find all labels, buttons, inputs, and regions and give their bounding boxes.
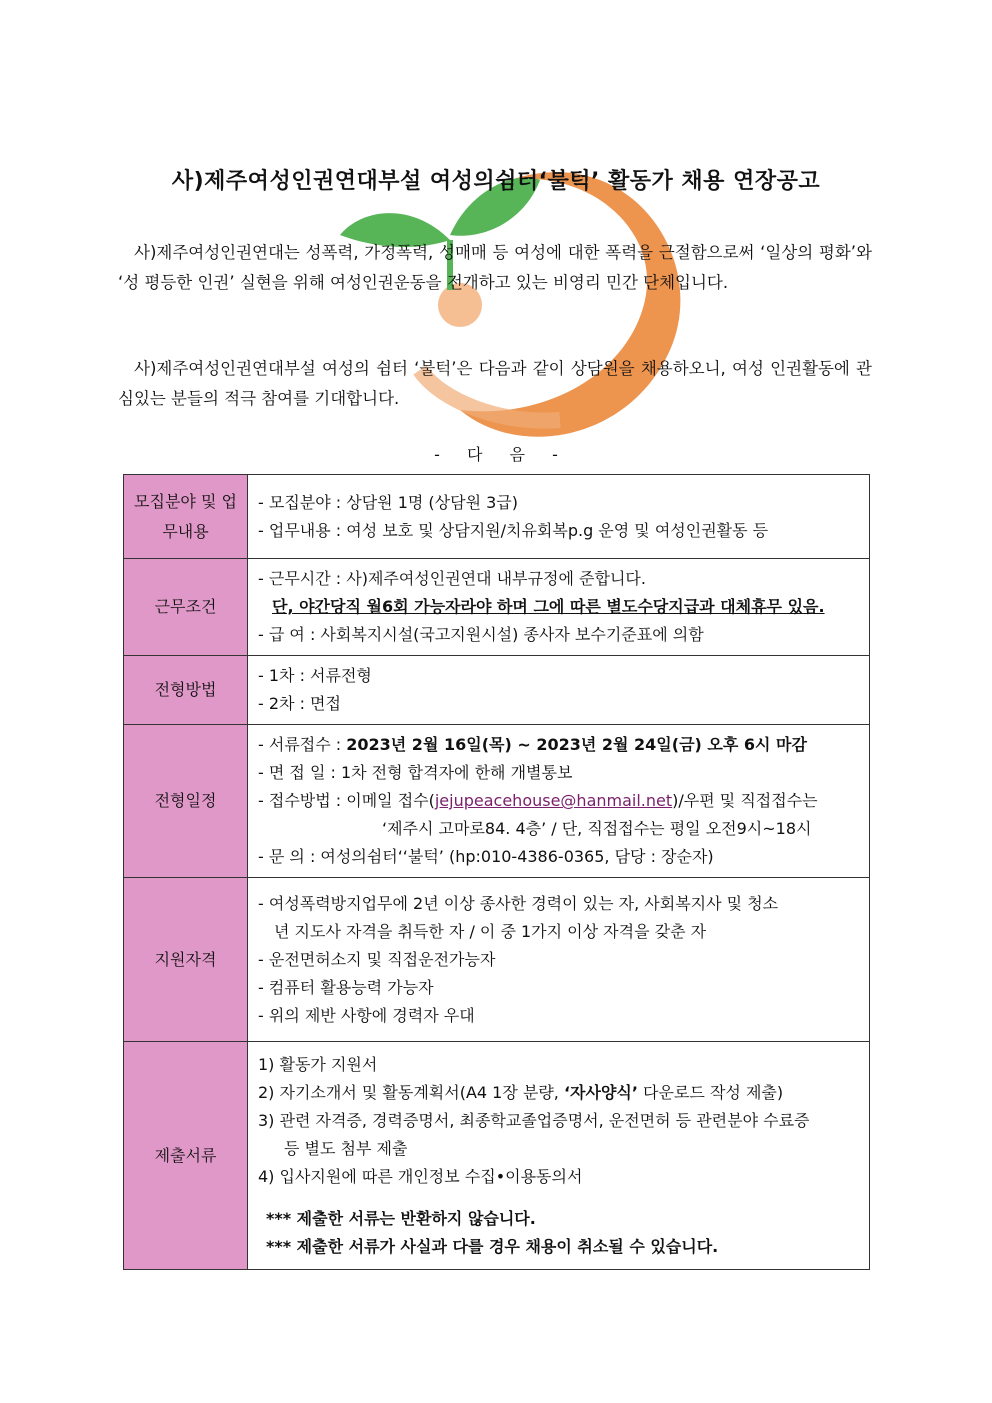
documents-item-2-bold: ‘자사양식’ — [563, 1082, 638, 1102]
qualification-line-4: - 위의 제반 사항에 경력자 우대 — [258, 1005, 475, 1025]
schedule-doc-prefix: - 서류접수 : — [258, 735, 347, 754]
documents-item-4: 4) 입사지원에 따른 개인정보 수집•이용동의서 — [258, 1166, 583, 1186]
qualification-line-3: - 컴퓨터 활용능력 가능자 — [258, 977, 434, 997]
schedule-contact: - 문 의 : 여성의쉼터‘‘불턱’ (hp:010-4386-0365, 담당 : 장순자) — [258, 847, 714, 866]
schedule-apply-suffix: )/우편 및 직접접수는 — [672, 791, 818, 810]
label-schedule: 전형일정 — [124, 725, 248, 878]
schedule-apply-prefix: - 접수방법 : 이메일 접수( — [258, 791, 435, 810]
documents-item-2-prefix: 2) 자기소개서 및 활동계획서(A4 1장 분량, — [258, 1082, 564, 1102]
qualification-line-1b: 년 지도사 자격을 취득한 자 / 이 중 1가지 이상 자격을 갖춘 자 — [274, 921, 707, 941]
table-row — [124, 475, 870, 559]
table-row — [124, 559, 870, 656]
documents-note-1: *** 제출한 서류는 반환하지 않습니다. — [266, 1208, 536, 1228]
spacer — [258, 1191, 859, 1205]
content-schedule — [248, 725, 870, 878]
label-qualification: 지원자격 — [124, 878, 248, 1042]
recruit-line-1: - 모집분야 : 상담원 1명 (상담원 3급) — [258, 492, 518, 512]
table-row — [124, 725, 870, 878]
documents-item-1: 1) 활동가 지원서 — [258, 1054, 378, 1074]
email-link[interactable]: jejupeacehouse@hanmail.net — [434, 791, 673, 810]
method-line-1: - 1차 : 서류전형 — [258, 666, 372, 685]
title-org: 사)제주여성인권연대부설 — [171, 169, 430, 194]
intro-paragraph-1: 사)제주여성인권연대는 성폭력, 가정폭력, 성매매 등 여성에 대한 폭력을 근절함으로써 ‘일상의 평화’와 ‘성 평등한 인권’ 실현을 위해 여성인권운동을 전개하고 있는 비영리 민간 단체입니다. — [118, 243, 872, 292]
label-recruit: 모집분야 및 업무내용 — [124, 475, 248, 559]
recruitment-table — [123, 474, 870, 1270]
content-documents — [248, 1042, 870, 1270]
content-recruit — [248, 475, 870, 559]
documents-item-3: 3) 관련 자격증, 경력증명서, 최종학교졸업증명서, 운전면허 등 관련분야 수료증 — [258, 1110, 810, 1130]
schedule-doc — [258, 731, 859, 759]
schedule-interview: - 면 접 일 : 1차 전형 합격자에 한해 개별통보 — [258, 763, 573, 782]
recruit-line-2: - 업무내용 : 여성 보호 및 상담지원/치유회복p.g 운영 및 여성인권활동 등 — [258, 520, 769, 540]
schedule-apply — [258, 787, 859, 815]
work-salary: - 급 여 : 사회복지시설(국고지원시설) 종사자 보수기준표에 의함 — [258, 625, 704, 644]
label-documents: 제출서류 — [124, 1042, 248, 1270]
section-divider-label: - 다 음 - — [434, 445, 558, 464]
table-row — [124, 1042, 870, 1270]
qualification-line-2: - 운전면허소지 및 직접운전가능자 — [258, 949, 496, 969]
documents-item-2-suffix: 다운로드 작성 제출) — [637, 1082, 784, 1102]
content-work — [248, 559, 870, 656]
documents-item-3b: 등 별도 첨부 제출 — [284, 1138, 408, 1158]
title-shelter: 여성의쉼터‘불턱’ 활동가 채용 연장공고 — [429, 169, 821, 194]
content-qualification — [248, 878, 870, 1042]
qualification-line-1: - 여성폭력방지업무에 2년 이상 종사한 경력이 있는 자, 사회복지사 및 청소 — [258, 893, 779, 913]
table-row — [124, 878, 870, 1042]
work-hours: - 근무시간 : 사)제주여성인권연대 내부규정에 준합니다. — [258, 569, 646, 588]
label-method: 전형방법 — [124, 656, 248, 725]
work-night-duty: 단, 야간당직 월6회 가능자라야 하며 그에 따른 별도수당지급과 대체휴무 있음. — [272, 597, 825, 616]
schedule-doc-value: 2023년 2월 16일(목) ~ 2023년 2월 24일(금) 오후 6시 마감 — [346, 735, 807, 754]
schedule-address: ‘제주시 고마로84. 4층’ / 단, 직접접수는 평일 오전9시~18시 — [382, 819, 812, 838]
method-line-2: - 2차 : 면접 — [258, 694, 341, 713]
table-row — [124, 656, 870, 725]
documents-item-2 — [258, 1079, 859, 1107]
documents-note-2: *** 제출한 서류가 사실과 다를 경우 채용이 취소될 수 있습니다. — [266, 1236, 719, 1256]
content-method — [248, 656, 870, 725]
label-work: 근무조건 — [124, 559, 248, 656]
page-title — [0, 164, 992, 195]
intro-paragraph-2: 사)제주여성인권연대부설 여성의 쉼터 ‘불턱’은 다음과 같이 상담원을 채용하오니, 여성 인권활동에 관심있는 분들의 적극 참여를 기대합니다. — [118, 359, 872, 408]
